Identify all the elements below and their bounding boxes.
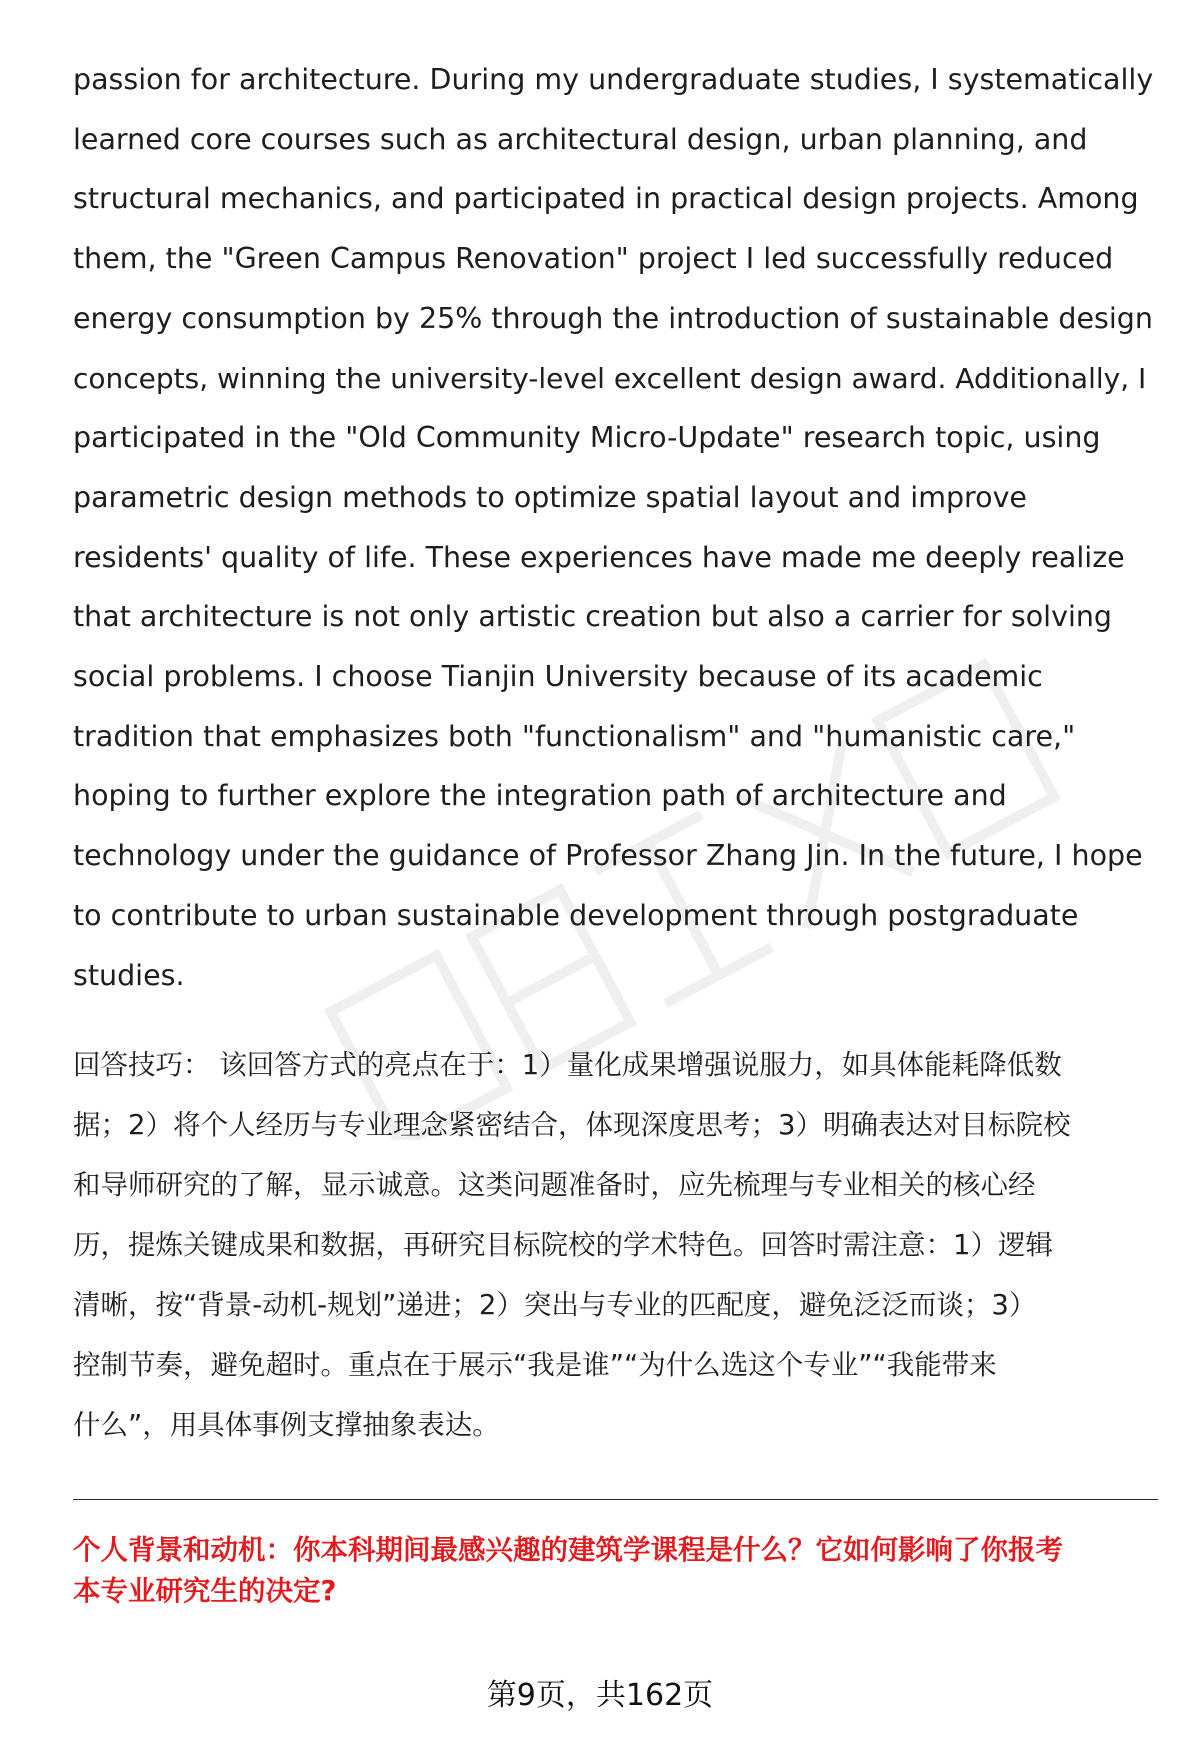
answer-line: social problems. I choose Tianjin University because of its academic [73,660,1043,694]
answer-line: residents' quality of life. These experiences have made me deeply realize [73,540,1125,574]
answer-line: studies. [73,958,185,992]
answer-line: structural mechanics, and participated in practical design projects. Among [73,182,1139,216]
answer-line: technology under the guidance of Professor Zhang Jin. In the future, I hope [73,839,1143,873]
answer-line: to contribute to urban sustainable development through postgraduate [73,898,1079,932]
answer-line: hoping to further explore the integration path of architecture and [73,779,1007,813]
answer-line: participated in the "Old Community Micro-Update" research topic, using [73,421,1101,455]
answer-line: them, the "Green Campus Renovation" project I led successfully reduced [73,242,1114,276]
tips-line: 历，提炼关键成果和数据，再研究目标院校的学术特色。回答时需注意：1）逻辑 [73,1229,1053,1261]
question-heading [73,1530,1158,1612]
tips-line: 什么”，用具体事例支撑抽象表达。 [73,1409,500,1441]
answer-line: learned core courses such as architectural design, urban planning, and [73,122,1088,156]
answer-tips [73,1035,1158,1455]
answer-body [73,50,1158,1005]
answer-line: that architecture is not only artistic creation but also a carrier for solving [73,600,1113,634]
tips-line: 清晰，按“背景-动机-规划”递进；2）突出与专业的匹配度，避免泛泛而谈；3） [73,1289,1037,1321]
answer-line: passion for architecture. During my undergraduate studies, I systematically [73,63,1154,96]
tips-line: 回答技巧： 该回答方式的亮点在于：1）量化成果增强说服力，如具体能耗降低数 [73,1049,1062,1081]
page-number: 第9页，共162页 [486,1678,714,1713]
question-line: 个人背景和动机：你本科期间最感兴趣的建筑学课程是什么？它如何影响了你报考 [73,1534,1063,1566]
tips-line: 控制节奏，避免超时。重点在于展示“我是谁”“为什么选这个专业”“我能带来 [73,1349,997,1381]
question-line: 本专业研究生的决定? [73,1575,337,1607]
answer-line: energy consumption by 25% through the introduction of sustainable design [73,301,1153,335]
answer-line: concepts, winning the university-level excellent design award. Additionally, I [73,361,1147,395]
tips-line: 和导师研究的了解，显示诚意。这类问题准备时，应先梳理与专业相关的核心经 [73,1169,1036,1201]
answer-line: tradition that emphasizes both "functionalism" and "humanistic care," [73,719,1076,753]
tips-line: 据；2）将个人经历与专业理念紧密结合，体现深度思考；3）明确表达对目标院校 [73,1109,1071,1141]
section-divider [73,1499,1158,1500]
answer-line: parametric design methods to optimize spatial layout and improve [73,480,1027,514]
